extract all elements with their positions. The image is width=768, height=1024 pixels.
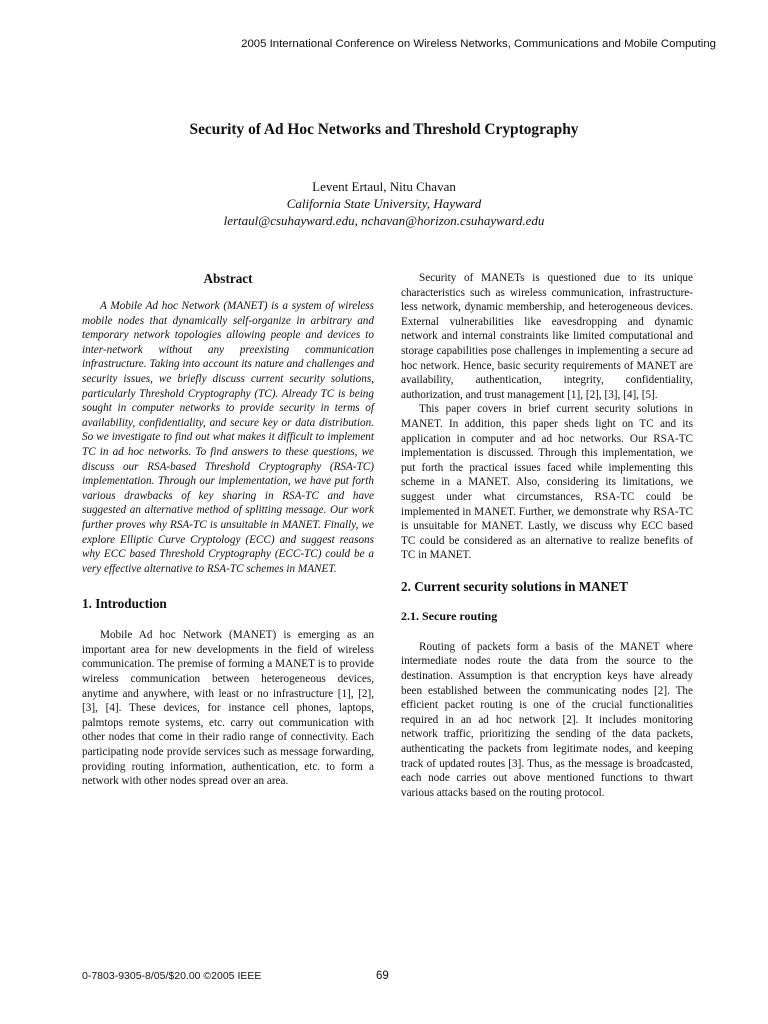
secure-routing-paragraph: Routing of packets form a basis of the MANET where intermediate nodes route the data from the source to the destination. Assumption is that encryption keys have already been established between the communicating nodes [2]. The efficient packet routing is one of the crucial functionalities required in an ad hoc network [2]. It includes monitoring network traffic, prioritizing the sending of the data packets, authenticating the packets from legitimate nodes, and keeping track of updated routes [3]. Thus, as the message is broadcasted, each node carries out above mentioned functions to thwart various attacks based on the routing protocol. (401, 640, 693, 799)
abstract-text: A Mobile Ad hoc Network (MANET) is a system of wireless mobile nodes that dynamically self-organize in arbitrary and temporary network topologies allowing people and devices to inter-network without any preexisting communication infrastructure. Taking into account its nature and challenges and security issues, we briefly discuss current security solutions, particularly Threshold Cryptography (TC). Already TC is being sought in computer networks to provide security in terms of availability, confidentiality, and secure key or data distribution. So we investigate to find out what makes it difficult to implement TC in ad hoc networks. To find answers to these questions, we discuss our RSA-based Threshold Cryptography (RSA-TC) implementation. Through our implementation, we have put forth various drawbacks of key sharing in RSA-TC and have suggested an alternative method of splitting message. Our work further proves why RSA-TC is unsuitable in MANET. Finally, we explore Elliptic Curve Cryptology (ECC) and suggest reasons why ECC based Threshold Cryptography (ECC-TC) could be a very effective alternative to RSA-TC schemes in MANET. (82, 300, 374, 575)
author-block (0, 178, 768, 229)
subsection-2-1-heading: 2.1. Secure routing (401, 608, 498, 623)
right-column (401, 271, 693, 800)
author-affiliation: California State University, Hayward (286, 196, 482, 211)
paper-overview-paragraph: This paper covers in brief current security solutions in MANET. In addition, this paper sheds light on TC and its application in computer and ad hoc networks. Our RSA-TC implementation is discussed. Through this implementation, we put forth the practical issues faced while implementing this scheme in a MANET. Also, considering its limitations, we suggest under what circumstances, RSA-TC could be implemented in MANET. Further, we demonstrate why RSA-TC is unsuitable for MANET. Lastly, we discuss why ECC based TC could be considered as an alternative to realize benefits of TC in MANET. (401, 403, 693, 562)
page-number: 69 (376, 970, 389, 982)
section-2-heading: 2. Current security solutions in MANET (401, 578, 628, 594)
left-column (82, 271, 374, 789)
manet-security-paragraph: Security of MANETs is questioned due to its unique characteristics such as wireless communication, infrastructure-less network, dynamic membership, and heterogeneous devices. External vulnerabilities like eavesdropping and dynamic network and internal constraints like limited computational and storage capabilities pose challenges in implementing a secure ad hoc network. Hence, basic security requirements of MANET are availability, authentication, integrity, confidentiality, authorization, and trust management [1], [2], [3], [4], [5]. (401, 272, 693, 401)
abstract-heading: Abstract (203, 271, 253, 286)
conference-header: 2005 International Conference on Wireless Networks, Communications and Mobile Computing (241, 38, 716, 50)
paper-title: Security of Ad Hoc Networks and Threshold Cryptography (189, 121, 579, 138)
copyright-line: 0-7803-9305-8/05/$20.00 ©2005 IEEE (82, 970, 262, 982)
introduction-heading: 1. Introduction (82, 596, 167, 612)
introduction-text: Mobile Ad hoc Network (MANET) is emerging as an important area for new developments in the field of wireless communication. The premise of forming a MANET is to provide wireless communication between heterogeneous devices, anytime and anywhere, with least or no infrastructure [1], [2], [3], [4]. These devices, for instance cell phones, laptops, palmtops remote systems, etc. carry out communication with other nodes that come in their radio range of connectivity. Each participating node provide services such as message forwarding, providing routing information, authentication, etc. to form a network with other nodes spread over an area. (82, 629, 374, 788)
author-names: Levent Ertaul, Nitu Chavan (312, 179, 456, 194)
author-emails: lertaul@csuhayward.edu, nchavan@horizon.csuhayward.edu (223, 213, 545, 228)
